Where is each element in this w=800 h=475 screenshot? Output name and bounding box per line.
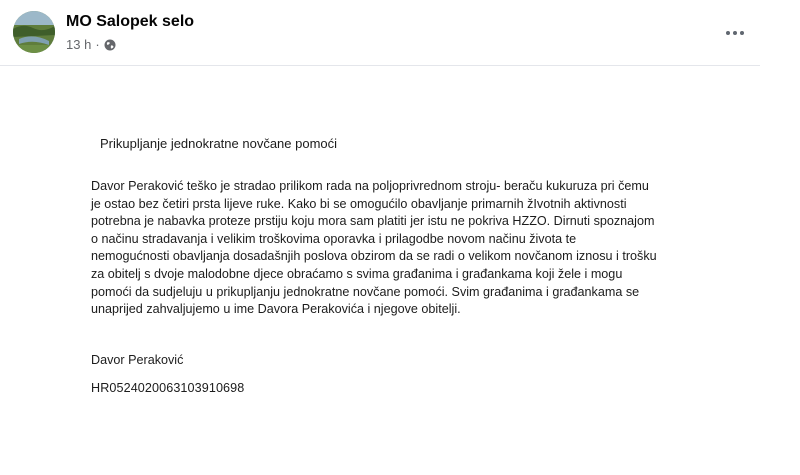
document-line: unaprijed zahvaljujemo u ime Davora Perakovića i njegove obitelji. <box>91 302 461 317</box>
globe-icon <box>104 39 116 51</box>
post-image-document[interactable] <box>0 66 800 475</box>
document-line: Davor Peraković teško je stradao prilikom rada na poljoprivrednom stroju- beraču kukuruza pri čemu <box>91 179 649 193</box>
document-iban: HR0524020063103910698 <box>91 381 245 395</box>
avatar-landscape-image <box>13 11 55 53</box>
document-body <box>91 178 711 319</box>
post-header <box>0 0 800 62</box>
page-name-link[interactable]: MO Salopek selo <box>66 13 195 30</box>
more-horizontal-icon <box>740 31 744 35</box>
more-horizontal-icon <box>726 31 730 35</box>
page-avatar[interactable] <box>13 11 55 53</box>
document-line: o načinu stradavanja i velikim troškovima oporavka i prilagodbe novom načinu života te <box>91 231 577 246</box>
more-options-button[interactable] <box>718 20 752 46</box>
post-meta <box>66 37 116 52</box>
meta-separator: · <box>95 37 100 52</box>
document-line: potrebna je nabavka proteze prstiju koju mora sam platiti jer istu ne pokriva HZZO. Dirnuti spoznajom <box>91 214 655 229</box>
document-signature-name: Davor Peraković <box>91 353 184 367</box>
more-horizontal-icon <box>733 31 737 35</box>
document-line: za obitelj s dvoje malodobne djece obraćamo s svima građanima i građankama koji žele i mogu <box>91 266 623 281</box>
post-time[interactable]: 13 h <box>66 37 92 52</box>
document-title: Prikupljanje jednokratne novčane pomoći <box>100 136 338 151</box>
document-line: pomoći da sudjeluju u prikupljanju jednokratne novčane pomoći. Svim građanima i građankama se <box>91 284 640 299</box>
document-line: nemogućnosti obavljanja dosadašnjih poslova obzirom da se radi o velikom novčanom iznosu i trošku <box>91 249 657 264</box>
document-line: je ostao bez četiri prsta lijeve ruke. Kako bi se omogućilo obavljanje primarnih žIvotnih aktivnosti <box>91 196 627 211</box>
